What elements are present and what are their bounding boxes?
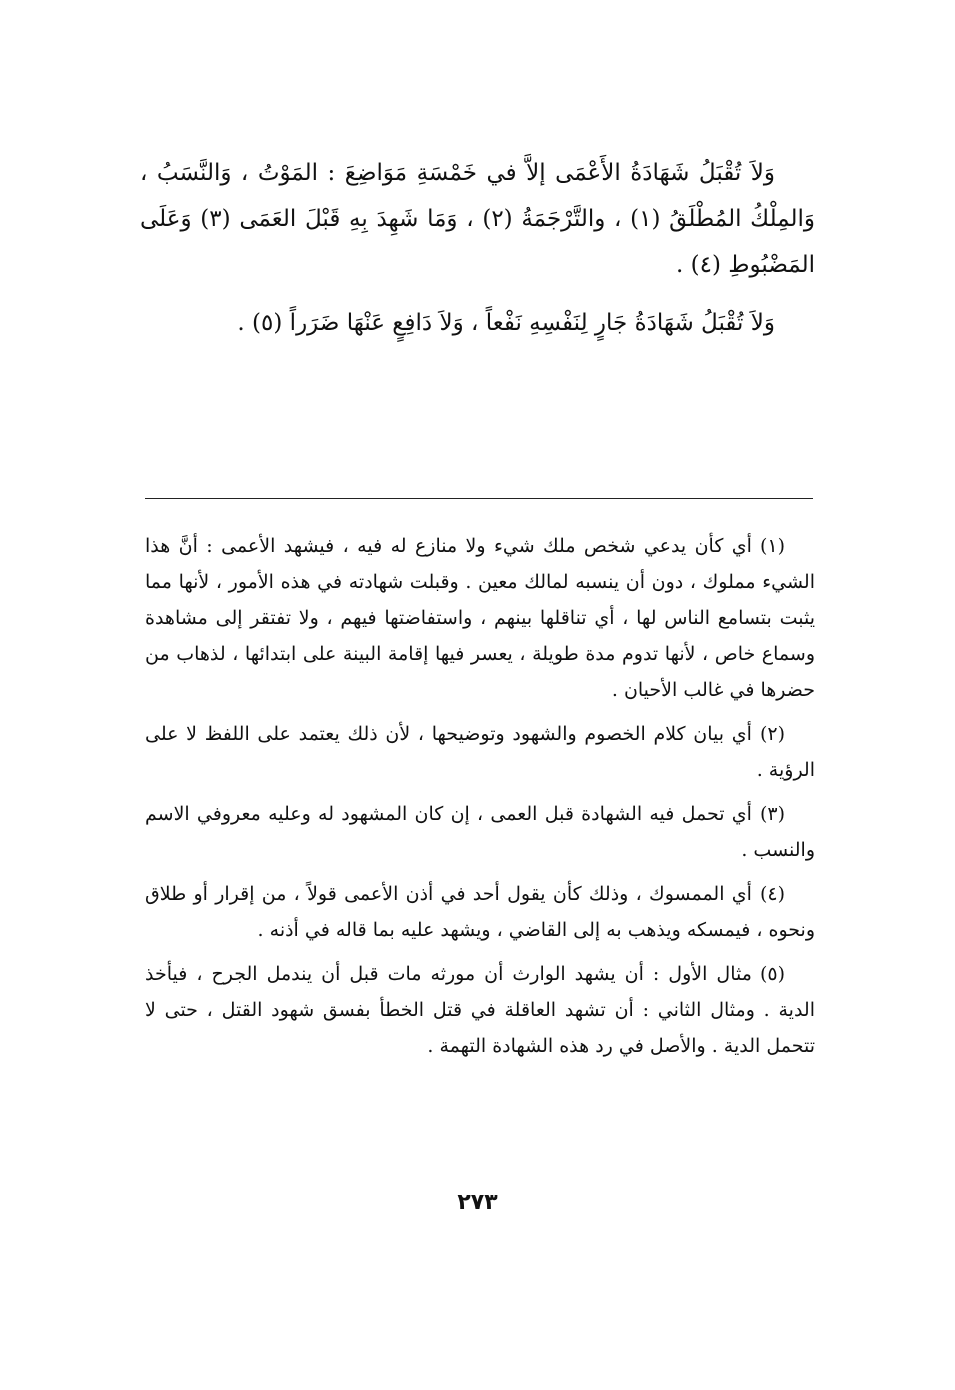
footnote-number: (٢): [759, 723, 785, 745]
main-paragraph-2: وَلاَ تُقْبَلُ شَهَادَةُ جَارٍ لِنَفْسِهِ نَفْعاً ، وَلاَ دَافِعٍ عَنْهَا ضَرَراً (٥) .: [237, 310, 775, 336]
footnote-divider: [145, 498, 813, 499]
footnote-3: [145, 796, 815, 868]
page-number: ٢٧٣: [457, 1190, 498, 1215]
footnote-number: (٤): [759, 883, 785, 905]
footnote-text: أي كأن يدعي شخص ملك شيء ولا منازع له فيه ، فيشهد الأعمى : أنَّ هذا الشيء مملوك ، دون أن ينسبه لمالك معين . وقبلت شهادته في هذه الأمور ، لأنها مما يثبت بتسامع الناس لها ، أي تناقلها بينهم ، واستفاضتها فيهم ، ولا تفتقر إلى مشاهدة وسماع خاص ، لأنها تدوم مدة طويلة ، يعسر فيها إقامة البينة على ابتدائها ، لذهاب من حضرها في غالب الأحيان .: [145, 535, 815, 701]
footnote-number: (٣): [759, 803, 785, 825]
footnote-5: [145, 956, 815, 1064]
footnote-text: أي بيان كلام الخصوم والشهود وتوضيحها ، لأن ذلك يعتمد على اللفظ لا على الرؤية .: [145, 723, 815, 781]
footnote-1: [145, 528, 815, 708]
footnote-4: [145, 876, 815, 948]
footnote-text: أي تحمل فيه الشهادة قبل العمى ، إن كان المشهود له وعليه معروفي الاسم والنسب .: [145, 803, 815, 861]
footnote-text: مثال الأول : أن يشهد الوارث أن مورثه مات قبل أن يندمل الجرح ، فيأخذ الدية . ومثال الثاني : أن تشهد العاقلة في قتل الخطأ بفسق شهود القتل ، حتى لا تتحمل الدية . والأصل في رد هذه الشهادة التهمة .: [145, 963, 815, 1057]
footnote-text: أي الممسوك ، وذلك كأن يقول أحد في أذن الأعمى قولاً ، من إقرار أو طلاق ونحوه ، فيمسكه ويذهب به إلى القاضي ، ويشهد عليه بما قاله في أذنه .: [145, 883, 815, 941]
footnote-number: (٥): [759, 963, 785, 985]
main-text: [140, 150, 815, 358]
footnote-number: (١): [759, 535, 785, 557]
footnote-2: [145, 716, 815, 788]
footnotes-section: [145, 528, 815, 1072]
main-paragraph-1: وَلاَ تُقْبَلُ شَهَادَةُ الأَعْمَى إلاَّ في خَمْسَةِ مَوَاضِعَ : المَوْتُ ، وَالنَّسَبُ ، وَالمِلْكُ المُطْلَقُ (١) ، والتَّرْجَمَةُ (٢) ، وَمَا شَهِدَ بِهِ قَبْلَ العَمَى (٣) وَعَلَى المَضْبُوطِ (٤) .: [140, 160, 815, 278]
